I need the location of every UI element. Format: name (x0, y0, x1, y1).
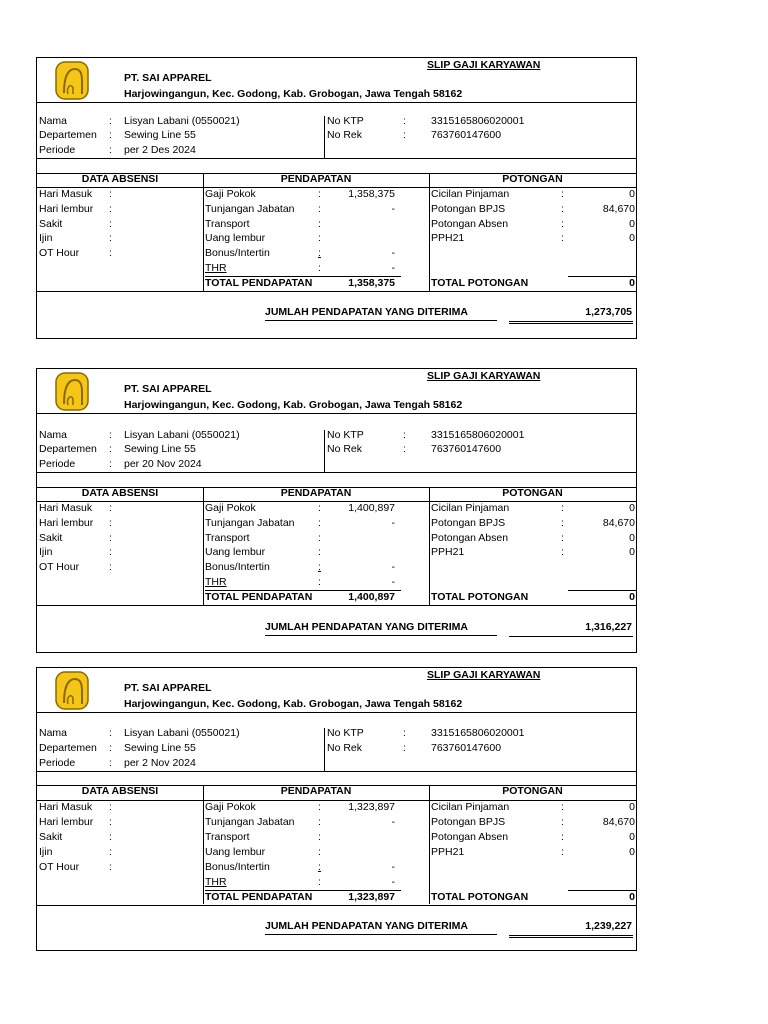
pendapatan-item: Transport (205, 532, 250, 544)
absensi-item: Hari lembur (39, 816, 94, 828)
colon: : (109, 115, 112, 127)
absensi-item: Hari lembur (39, 203, 94, 215)
absensi-item: Hari lembur (39, 517, 94, 529)
no-rek-value: 763760147600 (431, 129, 502, 141)
no-rek-value: 763760147600 (431, 742, 502, 754)
absensi-item: Hari Masuk (39, 188, 93, 200)
absensi-item: OT Hour (39, 561, 80, 573)
pendapatan-item: Bonus/Intertin (205, 247, 270, 259)
pendapatan-item: Tunjangan Jabatan (205, 816, 295, 828)
colon: : (318, 546, 321, 558)
colon: : (318, 262, 321, 274)
pendapatan-item: THR (205, 876, 227, 888)
colon: : (109, 188, 112, 200)
colon: : (318, 247, 321, 259)
potongan-item: PPH21 (431, 846, 465, 858)
colon: : (561, 218, 564, 230)
colon: : (109, 561, 112, 573)
colon: : (561, 517, 564, 529)
total-pendapatan-label: TOTAL PENDAPATAN (205, 891, 313, 903)
jumlah-value: 1,316,227 (585, 621, 632, 633)
colon: : (109, 247, 112, 259)
colon: : (318, 203, 321, 215)
company-address: Harjowingangun, Kec. Godong, Kab. Grobogan, Jawa Tengah 58162 (124, 88, 463, 100)
potongan-item: Cicilan Pinjaman (431, 801, 510, 813)
header-pendapatan: PENDAPATAN (280, 487, 352, 499)
colon: : (561, 502, 564, 514)
colon: : (403, 115, 406, 127)
label-no-ktp: No KTP (327, 727, 364, 739)
colon: : (403, 742, 406, 754)
colon: : (109, 546, 112, 558)
colon: : (109, 861, 112, 873)
company-name: PT. SAI APPAREL (124, 72, 212, 84)
bonus-value: - (391, 561, 395, 573)
absen-value: 0 (629, 532, 635, 544)
colon: : (109, 742, 112, 754)
colon: : (318, 846, 321, 858)
employee-name: Lisyan Labani (0550021) (124, 115, 240, 127)
colon: : (318, 532, 321, 544)
no-ktp-value: 3315165806020001 (431, 727, 525, 739)
header-data-absensi: DATA ABSENSI (81, 487, 159, 499)
colon: : (318, 831, 321, 843)
header-data-absensi: DATA ABSENSI (81, 173, 159, 185)
pendapatan-item: Transport (205, 831, 250, 843)
colon: : (318, 232, 321, 244)
colon: : (109, 846, 112, 858)
total-potongan-label: TOTAL POTONGAN (431, 277, 529, 289)
cicilan-value: 0 (629, 502, 635, 514)
jumlah-label: JUMLAH PENDAPATAN YANG DITERIMA (265, 306, 469, 318)
salary-slip-3 (36, 667, 637, 951)
colon: : (109, 517, 112, 529)
salary-slip-1 (36, 57, 637, 339)
potongan-item: Potongan Absen (431, 532, 509, 544)
tunjangan-value: - (391, 203, 395, 215)
label-departemen: Departemen (39, 742, 97, 754)
colon: : (561, 816, 564, 828)
colon: : (109, 203, 112, 215)
gaji-pokok-value: 1,358,375 (348, 188, 395, 200)
pendapatan-item: Transport (205, 218, 250, 230)
pendapatan-item: Gaji Pokok (205, 188, 256, 200)
potongan-item: Potongan BPJS (431, 517, 506, 529)
colon: : (561, 188, 564, 200)
no-ktp-value: 3315165806020001 (431, 429, 525, 441)
colon: : (318, 576, 321, 588)
thr-value: - (391, 576, 395, 588)
colon: : (109, 816, 112, 828)
colon: : (318, 861, 321, 873)
label-periode: Periode (39, 757, 76, 769)
colon: : (318, 561, 321, 573)
pendapatan-item: Uang lembur (205, 846, 266, 858)
pendapatan-item: Gaji Pokok (205, 801, 256, 813)
header-potongan: POTONGAN (502, 173, 563, 185)
employee-department: Sewing Line 55 (124, 443, 196, 455)
absen-value: 0 (629, 218, 635, 230)
jumlah-label: JUMLAH PENDAPATAN YANG DITERIMA (265, 920, 469, 932)
slip-title: SLIP GAJI KARYAWAN (427, 370, 541, 382)
company-address: Harjowingangun, Kec. Godong, Kab. Grobogan, Jawa Tengah 58162 (124, 399, 463, 411)
header-potongan: POTONGAN (502, 487, 563, 499)
total-pendapatan-value: 1,358,375 (348, 277, 395, 289)
colon: : (318, 502, 321, 514)
colon: : (109, 429, 112, 441)
colon: : (561, 546, 564, 558)
pendapatan-item: Bonus/Intertin (205, 861, 270, 873)
pendapatan-item: Bonus/Intertin (205, 561, 270, 573)
total-pendapatan-value: 1,323,897 (348, 891, 395, 903)
colon: : (318, 517, 321, 529)
pendapatan-item: THR (205, 262, 227, 274)
no-rek-value: 763760147600 (431, 443, 502, 455)
pph21-value: 0 (629, 546, 635, 558)
colon: : (109, 532, 112, 544)
colon: : (318, 816, 321, 828)
total-potongan-value: 0 (629, 277, 635, 289)
absen-value: 0 (629, 831, 635, 843)
colon: : (109, 144, 112, 156)
jumlah-label: JUMLAH PENDAPATAN YANG DITERIMA (265, 621, 469, 633)
colon: : (403, 443, 406, 455)
total-pendapatan-value: 1,400,897 (348, 591, 395, 603)
label-periode: Periode (39, 144, 76, 156)
colon: : (109, 129, 112, 141)
pph21-value: 0 (629, 846, 635, 858)
label-no-rek: No Rek (327, 742, 363, 754)
colon: : (109, 727, 112, 739)
label-nama: Nama (39, 429, 68, 441)
bonus-value: - (391, 861, 395, 873)
header-pendapatan: PENDAPATAN (280, 173, 352, 185)
pendapatan-item: Uang lembur (205, 546, 266, 558)
label-departemen: Departemen (39, 443, 97, 455)
colon: : (403, 727, 406, 739)
absensi-item: Sakit (39, 532, 63, 544)
label-no-rek: No Rek (327, 443, 363, 455)
bpjs-value: 84,670 (602, 517, 635, 529)
colon: : (109, 458, 112, 470)
pendapatan-item: Gaji Pokok (205, 502, 256, 514)
cicilan-value: 0 (629, 188, 635, 200)
slip-title: SLIP GAJI KARYAWAN (427, 59, 541, 71)
company-logo (55, 61, 89, 100)
company-name: PT. SAI APPAREL (124, 682, 212, 694)
potongan-item: PPH21 (431, 546, 465, 558)
colon: : (318, 876, 321, 888)
potongan-item: PPH21 (431, 232, 465, 244)
absensi-item: OT Hour (39, 861, 80, 873)
absensi-item: Hari Masuk (39, 801, 93, 813)
potongan-item: Potongan Absen (431, 218, 509, 230)
pendapatan-item: Tunjangan Jabatan (205, 517, 295, 529)
colon: : (109, 831, 112, 843)
jumlah-value: 1,239,227 (585, 920, 632, 932)
potongan-item: Potongan BPJS (431, 203, 506, 215)
pendapatan-item: THR (205, 576, 227, 588)
colon: : (318, 801, 321, 813)
total-potongan-label: TOTAL POTONGAN (431, 891, 529, 903)
tunjangan-value: - (391, 816, 395, 828)
colon: : (318, 218, 321, 230)
colon: : (109, 801, 112, 813)
colon: : (109, 232, 112, 244)
potongan-item: Cicilan Pinjaman (431, 502, 510, 514)
total-pendapatan-label: TOTAL PENDAPATAN (205, 591, 313, 603)
colon: : (109, 502, 112, 514)
bonus-value: - (391, 247, 395, 259)
total-pendapatan-label: TOTAL PENDAPATAN (205, 277, 313, 289)
salary-slip-2 (36, 368, 637, 653)
label-no-rek: No Rek (327, 129, 363, 141)
header-pendapatan: PENDAPATAN (280, 785, 352, 797)
absensi-item: Sakit (39, 218, 63, 230)
gaji-pokok-value: 1,323,897 (348, 801, 395, 813)
colon: : (109, 218, 112, 230)
absensi-item: Ijin (39, 546, 53, 558)
pph21-value: 0 (629, 232, 635, 244)
colon: : (561, 532, 564, 544)
company-name: PT. SAI APPAREL (124, 383, 212, 395)
label-departemen: Departemen (39, 129, 97, 141)
colon: : (561, 846, 564, 858)
absensi-item: OT Hour (39, 247, 80, 259)
header-data-absensi: DATA ABSENSI (81, 785, 159, 797)
colon: : (403, 429, 406, 441)
label-nama: Nama (39, 727, 68, 739)
potongan-item: Cicilan Pinjaman (431, 188, 510, 200)
no-ktp-value: 3315165806020001 (431, 115, 525, 127)
employee-department: Sewing Line 55 (124, 742, 196, 754)
absensi-item: Sakit (39, 831, 63, 843)
label-no-ktp: No KTP (327, 115, 364, 127)
tunjangan-value: - (391, 517, 395, 529)
employee-department: Sewing Line 55 (124, 129, 196, 141)
pendapatan-item: Tunjangan Jabatan (205, 203, 295, 215)
label-periode: Periode (39, 458, 76, 470)
pay-period: per 2 Nov 2024 (124, 757, 196, 769)
total-potongan-label: TOTAL POTONGAN (431, 591, 529, 603)
pay-period: per 20 Nov 2024 (124, 458, 202, 470)
absensi-item: Ijin (39, 232, 53, 244)
colon: : (561, 203, 564, 215)
absensi-item: Ijin (39, 846, 53, 858)
total-potongan-value: 0 (629, 591, 635, 603)
pendapatan-item: Uang lembur (205, 232, 266, 244)
total-potongan-value: 0 (629, 891, 635, 903)
header-potongan: POTONGAN (502, 785, 563, 797)
potongan-item: Potongan BPJS (431, 816, 506, 828)
jumlah-value: 1,273,705 (585, 306, 632, 318)
company-logo (55, 372, 89, 411)
absensi-item: Hari Masuk (39, 502, 93, 514)
thr-value: - (391, 876, 395, 888)
colon: : (318, 188, 321, 200)
bpjs-value: 84,670 (602, 816, 635, 828)
label-nama: Nama (39, 115, 68, 127)
potongan-item: Potongan Absen (431, 831, 509, 843)
colon: : (109, 443, 112, 455)
colon: : (561, 831, 564, 843)
employee-name: Lisyan Labani (0550021) (124, 429, 240, 441)
colon: : (561, 801, 564, 813)
company-logo (55, 671, 89, 710)
cicilan-value: 0 (629, 801, 635, 813)
slip-title: SLIP GAJI KARYAWAN (427, 669, 541, 681)
colon: : (109, 757, 112, 769)
thr-value: - (391, 262, 395, 274)
pay-period: per 2 Des 2024 (124, 144, 196, 156)
colon: : (561, 232, 564, 244)
colon: : (403, 129, 406, 141)
gaji-pokok-value: 1,400,897 (348, 502, 395, 514)
bpjs-value: 84,670 (602, 203, 635, 215)
employee-name: Lisyan Labani (0550021) (124, 727, 240, 739)
company-address: Harjowingangun, Kec. Godong, Kab. Grobogan, Jawa Tengah 58162 (124, 698, 463, 710)
label-no-ktp: No KTP (327, 429, 364, 441)
